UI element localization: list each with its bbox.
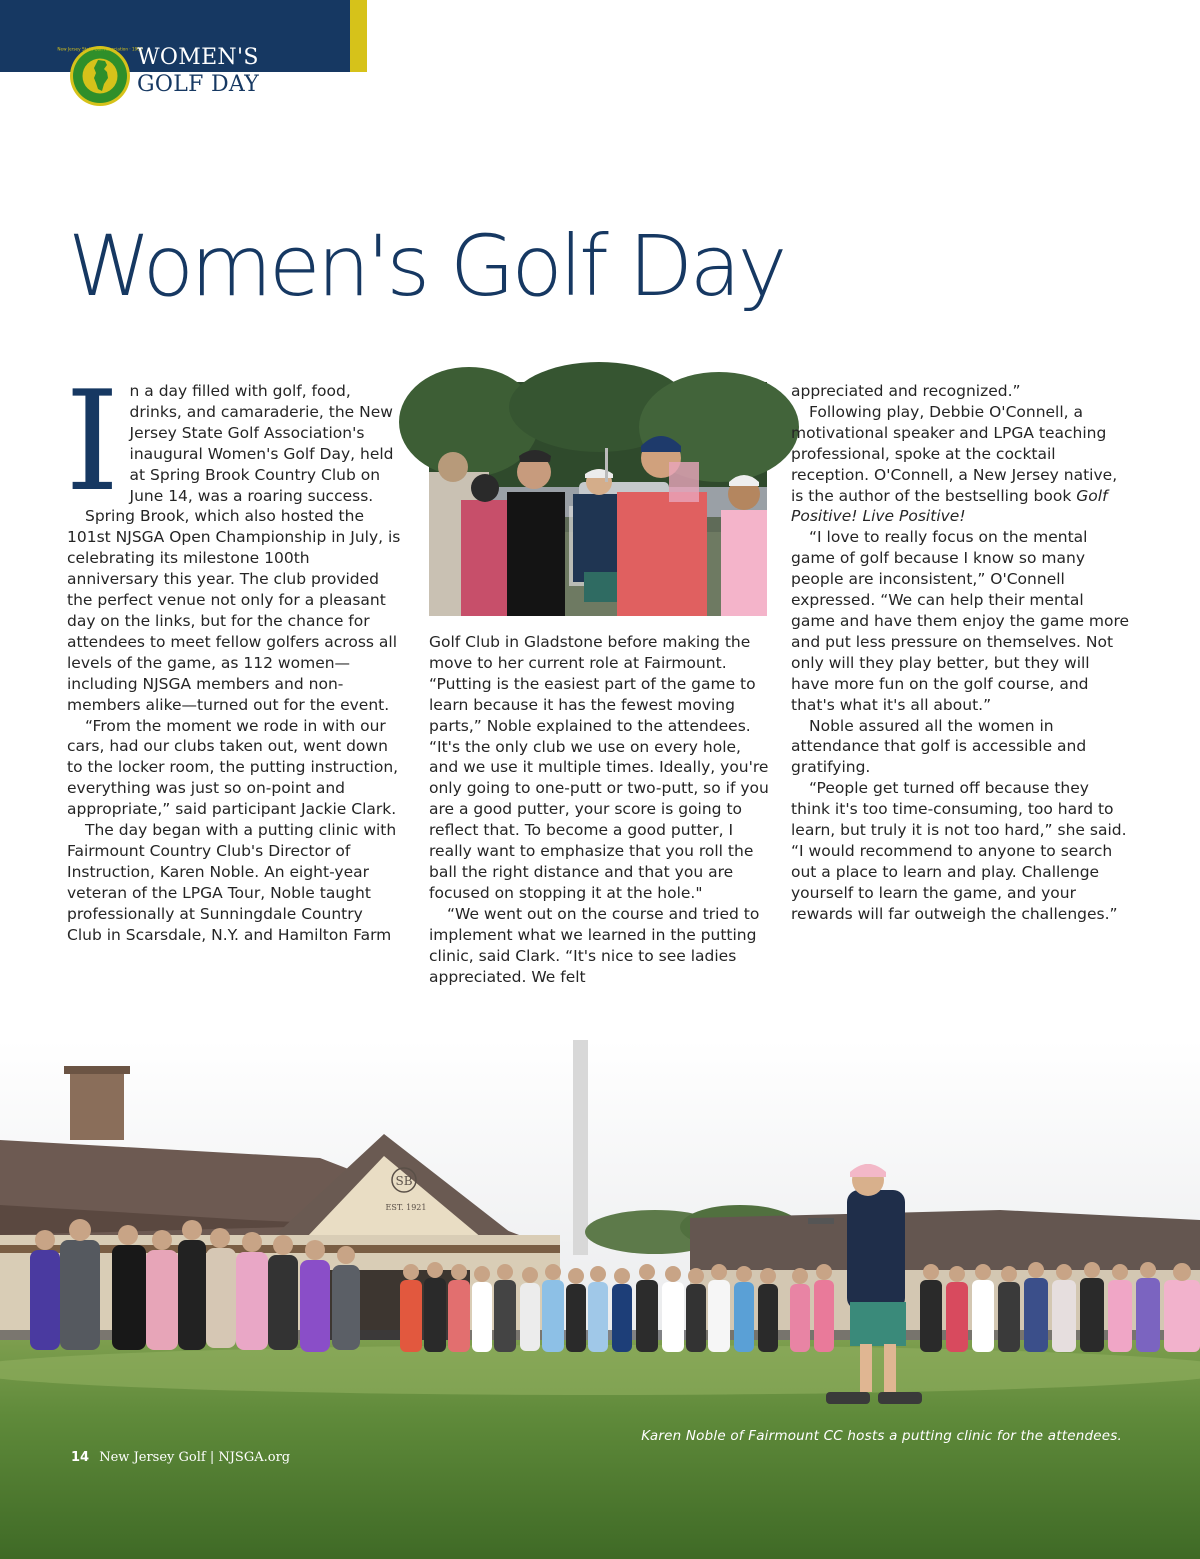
paragraph: “I love to really focus on the mental game of golf because I know so many people are inconsistent,” O'Connell expressed. “We can help their mental game and have them enjoy the game more and put less pressure on themselves. Not only will they play better, but they will have more fun on the golf course, and that's what it's all about.” [791, 528, 1130, 714]
paragraph: “From the moment we rode in with our cars, had our clubs taken out, went down to the locker room, the putting instruction, everything was just so on-point and appropriate,” said participant Jackie Clark. [67, 716, 399, 819]
drop-cap: I [65, 361, 120, 522]
section-label-line2: GOLF DAY [137, 72, 260, 97]
paragraph-text: Following play, Debbie O'Connell, a motivational speaker and LPGA teaching professional, spoke at the cocktail reception. O'Connell, a New Jersey native, is the author of the bestselling book [791, 402, 1118, 505]
book-title: Golf Positive! Live Positive! [791, 486, 1108, 526]
njsga-logo [57, 45, 143, 107]
paragraph: “People get turned off because they think it's too time-consuming, too hard to learn, but truly it is not too hard,” she said. “I would recommend to anyone to search out a place to learn and play. Challenge yourself to learn the game, and your rewards will far outweigh the challenges.” [791, 779, 1127, 923]
clubhouse-sign: EST. 1921 [385, 1203, 427, 1212]
paragraph: Noble assured all the women in attendance that golf is accessible and gratifying. [791, 716, 1087, 777]
page-number: 14 [71, 1450, 90, 1465]
paragraph: “We went out on the course and tried to implement what we learned in the putting clinic, said Clark. “It's nice to see ladies appreciated. We felt [429, 904, 760, 986]
article-column-2 [429, 632, 771, 987]
section-label-line1: WOMEN'S [137, 45, 259, 70]
article-title: Women's Golf Day [68, 217, 784, 315]
paragraph: appreciated and recognized.” [791, 382, 1021, 400]
page-footer [71, 1450, 290, 1465]
article-column-3 [791, 381, 1131, 925]
paragraph: Spring Brook, which also hosted the 101st NJSGA Open Championship in July, is celebrating its milestone 100th anniversary this year. The club provided the perfect venue not only for a pleasant day on the links, but for the chance for attendees to meet fellow golfers across all levels of the game, as 112 women—including NJSGA members and non-members alike—turned out for the event. [67, 507, 401, 714]
putting-clinic-photo [429, 382, 767, 616]
paragraph: Golf Club in Gladstone before making the move to her current role at Fairmount. “Putting is the easiest part of the game to learn because it has the fewest moving parts,” Noble explained to the attendees. “It's the only club we use on every hole, and we use it multiple times. Ideally, you're only going to one-putt or two-putt, so if you are a good putter, your score is going to reflect that. To become a good putter, I really want to emphasize that you roll the ball the right distance and that you are focused on stopping it at the hole." [429, 633, 769, 902]
clubhouse-monogram: SB [395, 1174, 413, 1188]
paragraph: n a day filled with golf, food, drinks, and camaraderie, the New Jersey State Golf Association's inaugural Women's Golf Day, held at Spring Brook Country Club on June 14, was a roaring success. [129, 382, 394, 505]
paragraph [791, 402, 1131, 527]
article-column-1 [65, 361, 402, 945]
paragraph: The day began with a putting clinic with Fairmount Country Club's Director of Instruction, Karen Noble. An eight-year veteran of the LPGA Tour, Noble taught professionally at Sunningdale Country Club in Scarsdale, N.Y. and Hamilton Farm [67, 821, 397, 944]
header-accent-stripe [350, 0, 367, 72]
logo-text: New Jersey State Golf Association · 1900 [57, 46, 143, 52]
clubhouse-putting-green-photo [0, 1040, 1200, 1559]
publication-name: New Jersey Golf | NJSGA.org [99, 1450, 291, 1465]
section-label [137, 44, 259, 98]
photo-caption: Karen Noble of Fairmount CC hosts a putting clinic for the attendees. [641, 1428, 1122, 1444]
